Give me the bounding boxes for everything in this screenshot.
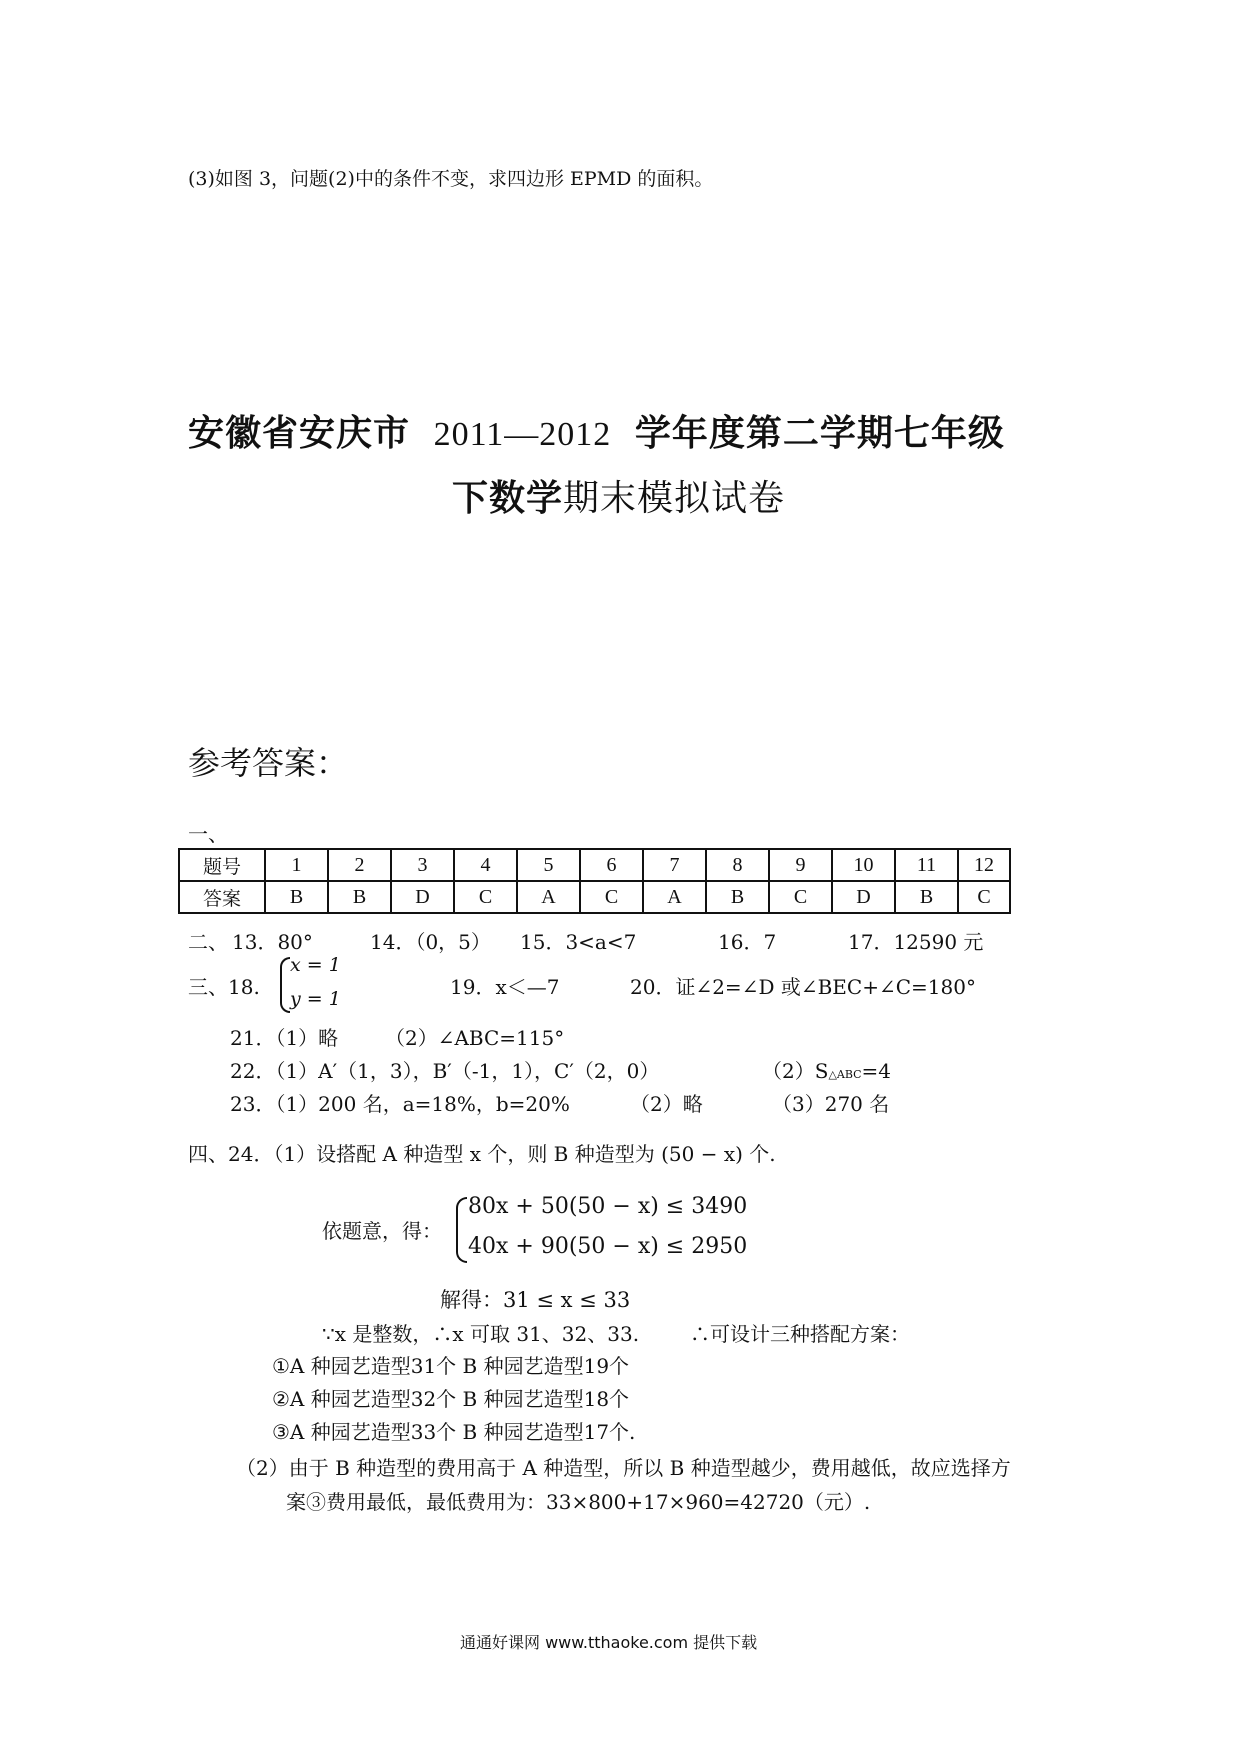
answer-16: 16．7 [718,930,777,954]
table-cell-number: 5 [517,849,580,881]
answer-22-part1: 22．（1）A′（1，3），B′（-1，1），C′（2，0） [230,1059,660,1083]
answer-23-part1: 23．（1）200 名，a=18%，b=20% [230,1092,570,1116]
table-cell-answer: D [832,881,895,913]
table-cell-answer: C [454,881,517,913]
table-cell-number: 9 [769,849,832,881]
system-label: 依题意，得： [322,1219,442,1243]
table-cell-answer: C [580,881,643,913]
area-subscript: △ABC [828,1068,862,1081]
answer-23-part3: （3）270 名 [772,1092,890,1116]
answer-table [178,848,1011,914]
integer-note: ∵x 是整数，∴x 可取 31、32、33. [322,1322,640,1346]
table-row-numbers [179,849,1010,881]
answer-19: 19．x＜—7 [450,975,560,999]
answer-17: 17．12590 元 [848,930,984,954]
table-cell-number: 8 [706,849,769,881]
answer-20: 20．证∠2=∠D 或∠BEC+∠C=180° [630,975,976,999]
plan-note: ∴可设计三种搭配方案： [690,1322,910,1346]
answer-14: 14．（0，5） [370,930,491,954]
section-2-label: 二、 [188,930,228,954]
table-cell-answer: A [517,881,580,913]
section-1-label: 一、 [188,822,228,846]
plan-2: ②A 种园艺造型32个 B 种园艺造型18个 [272,1387,630,1411]
answer-15: 15．3<a<7 [520,930,637,954]
solution-range: 解得：31 ≤ x ≤ 33 [440,1288,631,1312]
table-header-number: 题号 [179,849,265,881]
answer-21-part1: 21．（1）略 [230,1026,339,1050]
title-line-2-subject: 下数学 [452,478,564,519]
title-line-1-term: 学年度第二学期七年级 [634,413,1005,454]
answer-24-part2-line1: （2）由于 B 种造型的费用高于 A 种造型，所以 B 种造型越少，费用越低，故应选择方 [236,1456,1011,1480]
table-cell-answer: C [769,881,832,913]
table-cell-number: 2 [328,849,391,881]
title-line-2-exam: 期末模拟试卷 [563,478,786,519]
inequality-2: 40x + 90(50 − x) ≤ 2950 [468,1234,748,1259]
solution-x: x = 1 [290,954,341,976]
area-label: （2）S [762,1059,829,1083]
title-line-1-region: 安徽省安庆市 [188,413,411,454]
table-header-answer: 答案 [179,881,265,913]
table-cell-answer: B [895,881,958,913]
answer-24-intro: 四、24．（1）设搭配 A 种造型 x 个，则 B 种造型为 (50 − x) 个. [188,1142,776,1166]
table-cell-number: 3 [391,849,454,881]
top-question: (3)如图 3，问题(2)中的条件不变，求四边形 EPMD 的面积。 [188,168,714,190]
table-cell-number: 7 [643,849,706,881]
system-brace [280,957,290,1013]
footer-text: 通通好课网 www.tthaoke.com 提供下载 [460,1633,758,1652]
plan-3: ③A 种园艺造型33个 B 种园艺造型17个. [272,1420,636,1444]
answer-21-part2: （2）∠ABC=115° [385,1026,565,1050]
answer-13: 13．80° [232,930,313,954]
inequality-1: 80x + 50(50 − x) ≤ 3490 [468,1194,748,1219]
table-cell-answer: B [328,881,391,913]
answer-22-part2 [762,1055,891,1084]
title-line-2 [452,470,785,521]
area-value: =4 [861,1059,892,1083]
answers-heading: 参考答案： [188,744,349,782]
inequality-brace [456,1197,467,1263]
answer-24-part2-line2: 案③费用最低，最低费用为：33×800+17×960=42720（元）. [286,1490,871,1514]
table-cell-answer: B [706,881,769,913]
table-cell-answer: B [265,881,328,913]
section-3-label: 三、18. [188,975,260,999]
table-cell-number: 1 [265,849,328,881]
table-cell-number: 4 [454,849,517,881]
table-cell-answer: A [643,881,706,913]
table-cell-number: 6 [580,849,643,881]
table-cell-number: 11 [895,849,958,881]
table-cell-number: 12 [958,849,1010,881]
table-cell-answer: D [391,881,454,913]
table-row-answers [179,881,1010,913]
table-cell-answer: C [958,881,1010,913]
title-line-1 [188,405,1005,456]
answer-23-part2: （2）略 [630,1092,703,1116]
plan-1: ①A 种园艺造型31个 B 种园艺造型19个 [272,1354,630,1378]
table-cell-number: 10 [832,849,895,881]
title-year: 2011—2012 [433,416,612,453]
solution-y: y = 1 [290,988,341,1010]
